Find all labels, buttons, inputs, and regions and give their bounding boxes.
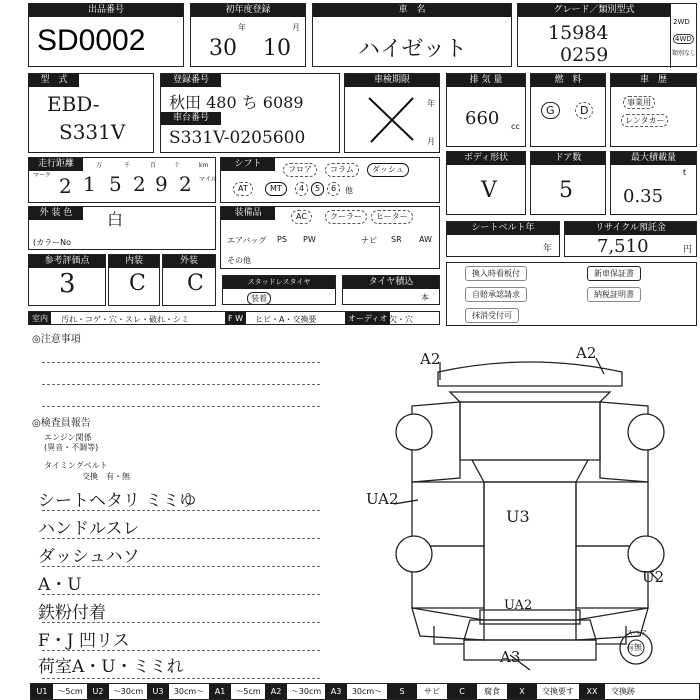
legend-code: U2	[87, 684, 109, 699]
body-type: V	[481, 178, 497, 203]
mileage-hyaku-label: 百	[150, 162, 157, 169]
equip-heater: ヒーター	[371, 210, 413, 224]
notes-line	[42, 406, 320, 407]
mileage-sen-label: 千	[124, 162, 131, 169]
model-line1: EBD-	[47, 92, 100, 116]
legend-desc: 〜30cm	[290, 687, 322, 696]
studless-box	[222, 275, 336, 305]
equip-aw: AW	[419, 235, 432, 244]
mileage-digit-4: 2	[133, 172, 146, 196]
fuel-d: D	[575, 102, 593, 119]
vehicle-history-box	[610, 73, 697, 147]
shift-mt: MT	[265, 182, 287, 196]
equip-sr: SR	[391, 235, 402, 244]
mileage-digit-5: 9	[155, 172, 168, 196]
diagram-mark-a2-right: A2	[576, 344, 597, 362]
report-line-5: 鉄粉付着	[38, 603, 106, 623]
report-line-3: ダッシュハソ	[38, 547, 140, 567]
diagram-mark-a3: A3	[500, 648, 521, 666]
first-reg-month-label: 月	[292, 23, 300, 32]
doc-erase: 抹消受付可	[465, 308, 519, 323]
equip-ps: PS	[277, 235, 287, 244]
report-line	[42, 678, 320, 679]
timing-options: 交換 有・無	[82, 472, 130, 481]
exterior-header: 外装	[163, 255, 215, 268]
inspection-header: 車検期限	[345, 74, 439, 87]
drive-none: 類別なし	[672, 50, 697, 57]
drive-4wd: 4WD	[675, 35, 692, 43]
engine-label: エンジン関係	[44, 433, 92, 442]
inspection-cross-icon	[365, 94, 417, 146]
report-line-6: F・J 凹リス	[38, 631, 130, 651]
first-reg-year-label: 年	[238, 23, 246, 32]
mileage-digit-2: 1	[83, 172, 96, 196]
body-type-box	[446, 151, 526, 215]
doc-jibai: 自賠承認請求	[465, 287, 527, 302]
notes-line	[42, 362, 320, 363]
room-options: 汚れ・コゲ・穴・スレ・破れ・シミ	[61, 315, 189, 324]
condition-row	[28, 311, 440, 325]
shift-at: AT	[233, 182, 253, 196]
model-header: 型 式	[29, 74, 79, 87]
equip-airbag: エアバッグ	[227, 236, 267, 245]
exterior: C	[187, 271, 204, 296]
docs-box	[446, 262, 697, 326]
engine-sub: (異音・不調等)	[44, 443, 99, 452]
chassis: S331V-0205600	[169, 128, 306, 148]
diagram-mark-ua2-left: UA2	[366, 490, 399, 508]
reg-no: 秋田 480 ち 6089	[169, 93, 304, 112]
damage-legend	[30, 683, 700, 700]
fw-label: F W	[225, 312, 246, 325]
mileage-mile-label: マイル	[199, 176, 217, 183]
legend-code: A2	[265, 684, 287, 699]
tire-header: タイヤ積込	[343, 276, 439, 289]
inspector-header: ◎検査員報告	[32, 418, 91, 429]
recycle-header: リサイクル預託金	[565, 222, 696, 235]
displacement-box	[446, 73, 526, 147]
reg-no-header: 登録番号	[161, 74, 221, 87]
equipment-header: 装備品	[221, 207, 275, 220]
legend-code: S	[387, 684, 417, 699]
timing-label: タイミングベルト	[44, 461, 108, 470]
first-reg-month: 10	[263, 36, 291, 61]
doc-warranty: 新車保証書	[587, 266, 641, 281]
fw-options: ヒビ・A・交換要	[255, 315, 317, 324]
max-load-unit: t	[683, 168, 687, 177]
equip-cooler: クーラー	[325, 210, 367, 224]
score: 3	[59, 269, 76, 299]
legend-desc: 〜5cm	[235, 687, 261, 696]
reg-no-box	[160, 73, 340, 153]
studless-option: 装着	[247, 292, 271, 305]
grade-line1: 15984	[548, 22, 609, 44]
vehicle-history-rental: レンタカー	[621, 114, 668, 127]
doc-sign: 換入時看板付	[465, 266, 527, 281]
fuel-header: 燃 料	[531, 74, 605, 87]
report-line-2: ハンドルスレ	[38, 519, 140, 539]
report-line-4: A・U	[38, 575, 82, 595]
car-name-box	[312, 3, 512, 67]
shift-floor: フロア	[283, 163, 317, 177]
legend-code: X	[507, 684, 537, 699]
exterior-box	[162, 254, 216, 306]
score-header: 参考評価点	[29, 255, 105, 268]
recycle-amount: 7,510	[597, 236, 649, 257]
legend-desc: 腐食	[484, 687, 500, 696]
seatbelt-unit: 年	[543, 244, 553, 254]
car-name: ハイゼット	[358, 37, 467, 62]
legend-code: U1	[31, 684, 53, 699]
mileage-digit-3: 5	[109, 172, 122, 196]
tire-unit: 本	[421, 293, 429, 302]
legend-desc: 交換要す	[542, 687, 574, 696]
shift-dash: ダッシュ	[367, 163, 409, 177]
equip-navi: ナビ	[361, 236, 377, 245]
legend-code: C	[447, 684, 477, 699]
shift-4: 4	[295, 182, 308, 196]
legend-desc: サビ	[424, 687, 440, 696]
exterior-color-box	[28, 206, 216, 250]
legend-code: U3	[147, 684, 169, 699]
displacement: 660	[465, 108, 500, 129]
equip-pw: PW	[303, 235, 316, 244]
max-load-header: 最大積載量	[611, 152, 696, 165]
diagram-mark-u2: U2	[642, 568, 665, 586]
equip-other: その他	[227, 256, 251, 265]
model-line2: S331V	[59, 120, 126, 144]
fuel-box	[530, 73, 606, 147]
legend-desc: 〜5cm	[57, 687, 83, 696]
legend-code: A3	[325, 684, 347, 699]
first-reg-box	[190, 3, 306, 67]
mileage-km-label: km	[199, 162, 209, 169]
report-line	[42, 594, 320, 595]
lot-no-header: 出品番号	[29, 4, 183, 17]
diagram-mark-a2-left: A2	[420, 350, 441, 368]
inspection-box	[344, 73, 440, 153]
shift-header: シフト	[221, 158, 275, 171]
car-diagram	[360, 340, 700, 680]
displacement-header: 排 気 量	[447, 74, 525, 87]
mileage-mark-label: マーク	[33, 172, 52, 179]
room-label: 室内	[29, 312, 51, 325]
grade-box	[517, 3, 697, 67]
inspection-year-label: 年	[427, 99, 435, 108]
tire-box	[342, 275, 440, 305]
mileage-digit-6: 2	[179, 172, 192, 196]
model-box	[28, 73, 154, 153]
vehicle-history-header: 車 歴	[611, 74, 696, 87]
drive-2wd: 2WD	[673, 18, 690, 26]
equip-ac: AC	[291, 210, 312, 224]
interior-box	[108, 254, 160, 306]
lot-no: SD0002	[37, 24, 146, 57]
max-load: 0.35	[623, 186, 664, 207]
lot-no-box	[28, 3, 184, 67]
exterior-color-header: 外 装 色	[29, 207, 83, 220]
studless-header: スタッドレスタイヤ	[223, 276, 335, 289]
grade-header: グレード／類別型式	[518, 4, 670, 17]
notes-header: ◎注意事項	[32, 334, 81, 345]
legend-desc: 交換跡	[611, 687, 635, 696]
report-line-1: シートヘタリ ミミゆ	[38, 491, 197, 511]
legend-desc: 30cm〜	[351, 687, 383, 696]
shift-box	[220, 157, 440, 203]
drive-options	[670, 4, 696, 68]
chassis-header: 車台番号	[161, 112, 221, 125]
first-reg-header: 初年度登録	[191, 4, 305, 17]
color-no-label: (カラーNo	[33, 238, 71, 247]
legend-code: A1	[209, 684, 231, 699]
vehicle-history-business: 事業用	[623, 96, 655, 109]
fuel-g: G	[541, 102, 560, 119]
mileage-man-label: 万	[96, 162, 103, 169]
legend-desc: 〜30cm	[112, 687, 144, 696]
spare-label: スペア	[626, 629, 647, 637]
mileage-digit-1: 2	[59, 174, 72, 198]
grade-line2: 0259	[560, 44, 609, 66]
interior-header: 内装	[109, 255, 159, 268]
diagram-mark-u3: U3	[506, 507, 530, 526]
notes-line	[42, 384, 320, 385]
legend-code: XX	[579, 684, 605, 699]
seatbelt-header: シートベルト年	[447, 222, 559, 235]
doc-tax: 納税証明書	[587, 287, 641, 302]
diagram-mark-ua2-rear: UA2	[504, 598, 533, 613]
inspection-month-label: 月	[427, 137, 435, 146]
mileage-ju-label: 十	[174, 162, 181, 169]
shift-5: 5	[311, 182, 324, 196]
displacement-unit: cc	[511, 122, 520, 131]
first-reg-year: 30	[209, 36, 237, 61]
exterior-color: 白	[107, 210, 124, 229]
mileage-header: 走行距離	[29, 158, 83, 171]
interior: C	[129, 271, 146, 296]
spare-mark: 有無	[626, 643, 642, 652]
shift-other: 他	[345, 186, 353, 195]
report-line-7: 荷室A・U・ミミれ	[38, 657, 184, 677]
doors: 5	[559, 178, 573, 203]
recycle-unit: 円	[683, 245, 693, 255]
doors-header: ドア数	[531, 152, 605, 165]
equipment-box	[220, 206, 440, 269]
shift-column: コラム	[325, 163, 359, 177]
score-box	[28, 254, 106, 306]
body-type-header: ボディ形状	[447, 152, 525, 165]
audio-label: オーディオ	[345, 312, 390, 325]
audio-options: 欠・穴	[389, 315, 413, 324]
seatbelt-box	[446, 221, 560, 257]
shift-6: 6	[327, 182, 340, 196]
recycle-box	[564, 221, 697, 257]
mileage-box	[28, 157, 216, 203]
max-load-box	[610, 151, 697, 215]
legend-desc: 30cm〜	[173, 687, 205, 696]
car-name-header: 車 名	[313, 4, 511, 17]
doors-box	[530, 151, 606, 215]
